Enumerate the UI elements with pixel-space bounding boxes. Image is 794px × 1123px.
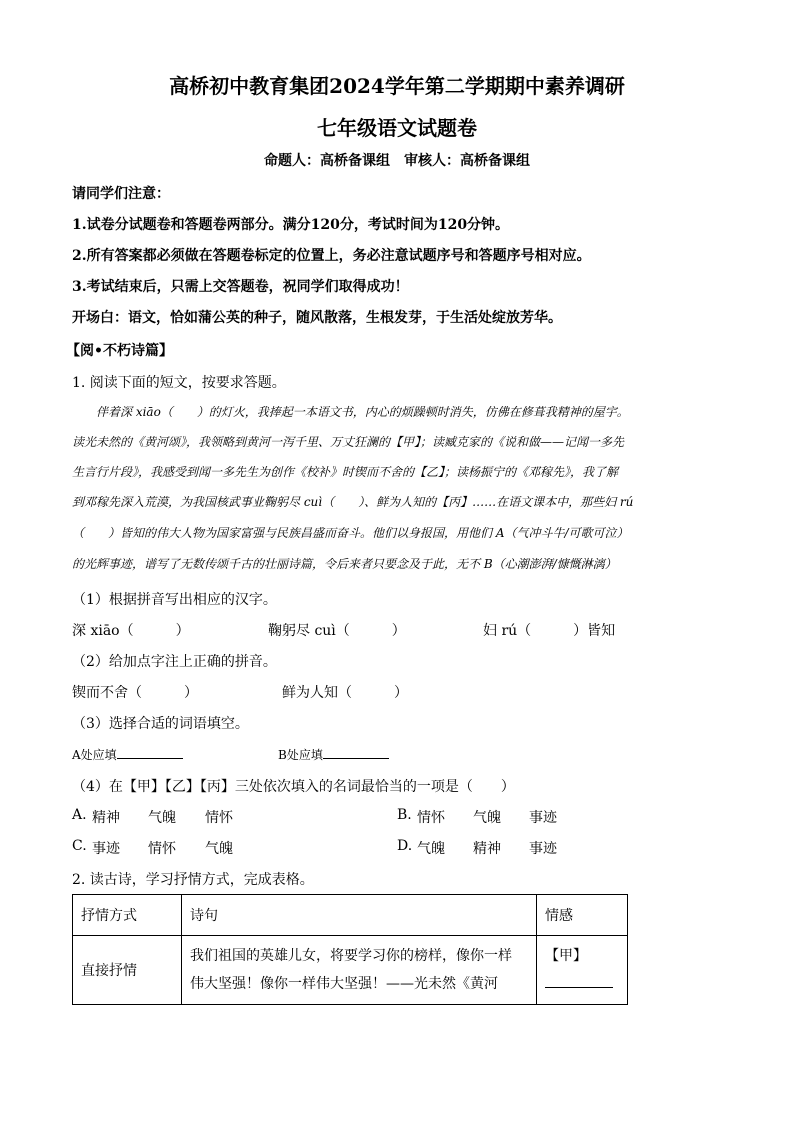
passage-line: 伴着深 xiāo（ ）的灯火，我捧起一本语文书，内心的烦躁顿时消失，仿佛在修葺我精神的屋宇。 [96,405,629,419]
option-word: 事迹 [529,810,557,826]
emotion-label: 【甲】 [545,948,587,964]
q1-sub2-stem: （2）给加点字注上正确的拼音。 [72,654,277,670]
section-heading: 【阅•不朽诗篇】 [66,343,173,359]
table-header: 情感 [537,895,628,936]
q1-sub3-b [278,744,389,763]
exam-subtitle: 七年级语文试题卷 [317,116,477,140]
option-label: D. [397,838,413,854]
answer-blank[interactable] [323,744,389,759]
option-word: 情怀 [417,810,445,826]
option-word: 事迹 [529,841,557,857]
poem-line: 我们祖国的英雄儿女，将要学习你的榜样，像你一样 [190,948,512,964]
q1-sub1-item[interactable]: 鞠躬尽 cuì（ ） [268,623,406,639]
answer-blank[interactable] [117,744,183,759]
notice-item-3: 3.考试结束后，只需上交答题卷，祝同学们取得成功！ [72,279,409,295]
answer-blank[interactable] [545,973,613,988]
option-label: B. [397,807,412,823]
option-word: 气魄 [473,810,501,826]
q1-sub1-item[interactable]: 深 xiāo（ ） [72,623,190,639]
q1-sub2-item[interactable]: 鲜为人知（ ） [282,685,408,701]
option-word: 精神 [92,810,120,826]
option-b[interactable] [397,807,557,826]
passage-line: 的光辉事迹，谱写了无数传颂千古的壮丽诗篇，令后来者只要念及于此，无不 B（心潮澎湃/慷慨淋漓） [72,557,617,571]
q2-stem: 2. 读古诗，学习抒情方式，完成表格。 [72,872,314,888]
opening-remarks: 开场白：语文，恰如蒲公英的种子，随风散落，生根发芽，于生活处绽放芳华。 [72,310,562,326]
q1-sub1-stem: （1）根据拼音写出相应的汉字。 [72,592,277,608]
option-word: 气魄 [205,841,233,857]
q1-sub3-a [72,744,183,763]
notice-item-2: 2.所有答案都必须做在答题卷标定的位置上，务必注意试题序号和答题序号相对应。 [72,248,591,264]
q1-stem: 1. 阅读下面的短文，按要求答题。 [72,375,286,391]
poem-line: 伟大坚强！像你一样伟大坚强！——光未然《黄河 [190,976,498,992]
option-word: 精神 [473,841,501,857]
passage-line: 生言行片段》，我感受到闻一多先生为创作《校补》时锲而不舍的【乙】；读杨振宁的《邓稼先》，我了解 [72,465,619,479]
option-a[interactable] [72,807,233,826]
exam-title: 高桥初中教育集团2024学年第二学期期中素养调研 [169,74,625,98]
option-label: C. [72,838,87,854]
table-header: 抒情方式 [73,895,182,936]
table-cell-poem [182,936,537,1005]
table-header: 诗句 [182,895,537,936]
option-word: 气魄 [148,810,176,826]
notice-item-1: 1.试卷分试题卷和答题卷两部分。满分120分，考试时间为120分钟。 [72,217,510,233]
q1-sub3-stem: （3）选择合适的词语填空。 [72,716,249,732]
passage-line: 读光未然的《黄河颂》，我领略到黄河一泻千里、万丈狂澜的【甲】；读臧克家的《说和做——记闻一多先 [72,435,625,449]
lyric-method-table [72,894,628,1005]
table-cell-method: 直接抒情 [73,936,182,1005]
q1-sub4-stem: （4）在【甲】【乙】【丙】三处依次填入的名词最恰当的一项是（ ） [72,779,515,795]
q1-sub3-a-label: A处应填 [72,748,117,762]
notice-heading: 请同学们注意： [72,186,170,202]
passage-line: 到邓稼先深入荒漠，为我国核武事业鞠躬尽 cuì（ ）、鲜为人知的【丙】……在语文课本中，那些妇 rú [72,495,634,509]
option-word: 气魄 [417,841,445,857]
option-d[interactable] [397,838,557,857]
option-word: 情怀 [205,810,233,826]
q1-sub3-b-label: B处应填 [278,748,323,762]
option-c[interactable] [72,838,233,857]
option-word: 事迹 [92,841,120,857]
option-label: A. [72,807,87,823]
q1-sub1-item[interactable]: 妇 rú（ ）皆知 [483,623,616,639]
q1-sub2-item[interactable]: 锲而不舍（ ） [72,685,198,701]
exam-authors: 命题人：高桥备课组 审核人：高桥备课组 [264,153,530,169]
passage-line: （ ）皆知的伟大人物为国家富强与民族昌盛而奋斗。他们以身报国，用他们 A（气冲斗牛/可歌可泣） [72,526,629,540]
table-cell-emotion [537,936,628,1005]
table-row [73,936,628,1005]
table-header-row [73,895,628,936]
option-word: 情怀 [148,841,176,857]
